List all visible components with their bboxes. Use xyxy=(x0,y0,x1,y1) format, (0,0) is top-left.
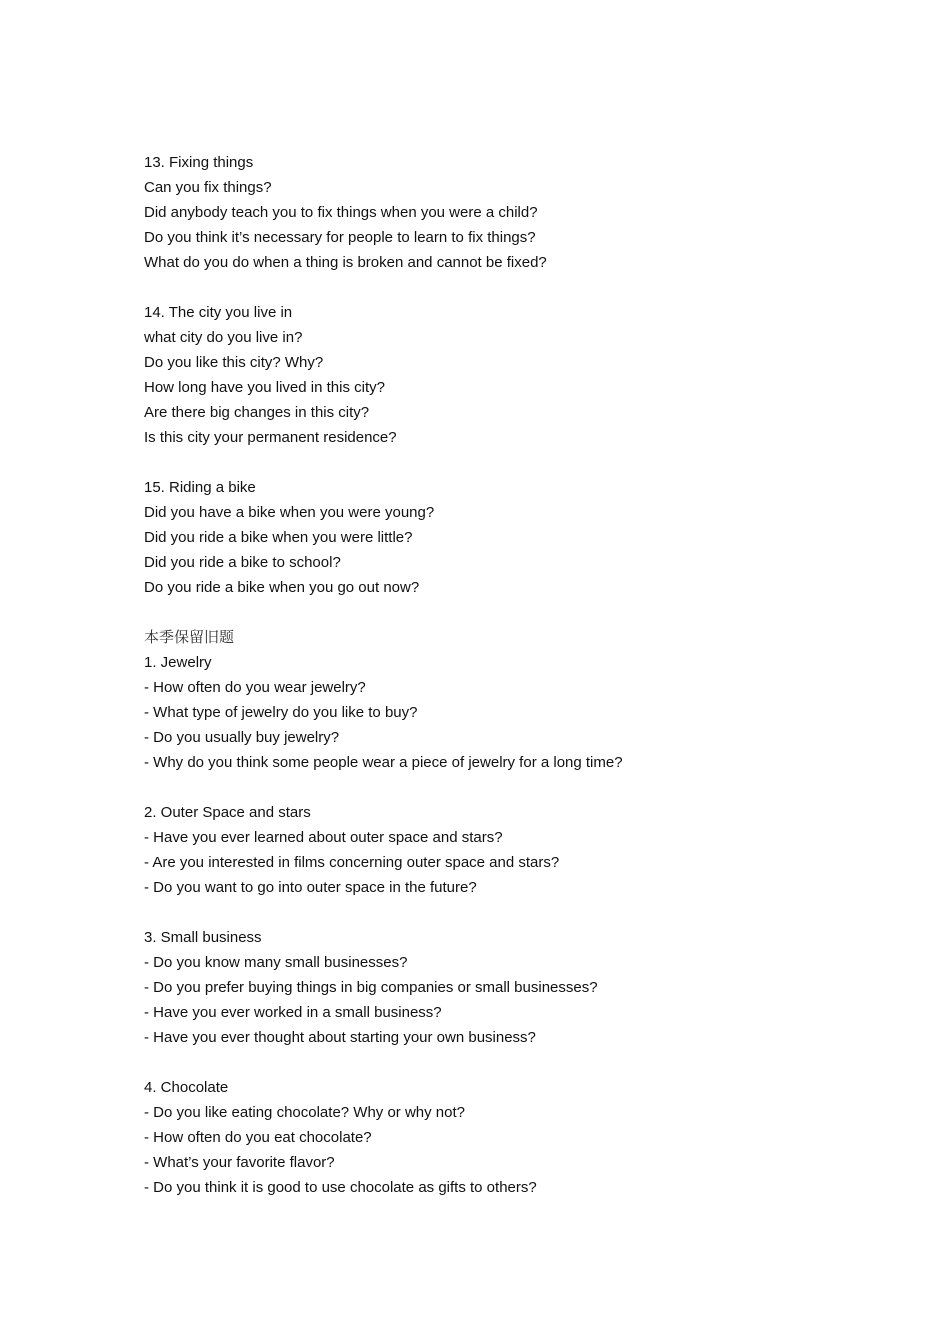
question-line: Do you ride a bike when you go out now? xyxy=(144,579,420,596)
topic-title: 2. Outer Space and stars xyxy=(144,804,311,821)
question-line: Can you fix things? xyxy=(144,179,272,196)
question-line: - What’s your favorite flavor? xyxy=(144,1154,335,1171)
question-line: - Do you prefer buying things in big companies or small businesses? xyxy=(144,979,598,996)
topic-title: 15. Riding a bike xyxy=(144,479,256,496)
spacer xyxy=(144,1050,844,1075)
topic-section xyxy=(144,925,844,1050)
question-line: - Have you ever learned about outer space and stars? xyxy=(144,829,503,846)
question-line: - Are you interested in films concerning outer space and stars? xyxy=(144,854,560,871)
question-line: - Do you want to go into outer space in the future? xyxy=(144,879,477,896)
topic-section xyxy=(144,475,844,600)
question-line: Did you ride a bike to school? xyxy=(144,554,341,571)
question-line: Did anybody teach you to fix things when you were a child? xyxy=(144,204,538,221)
question-line: what city do you live in? xyxy=(144,329,303,346)
question-line: - Why do you think some people wear a piece of jewelry for a long time? xyxy=(144,754,623,771)
spacer xyxy=(144,600,844,625)
question-line: Is this city your permanent residence? xyxy=(144,429,397,446)
question-line: - Have you ever thought about starting your own business? xyxy=(144,1029,536,1046)
question-line: - Do you usually buy jewelry? xyxy=(144,729,340,746)
question-line: - How often do you wear jewelry? xyxy=(144,679,366,696)
question-line: Do you like this city? Why? xyxy=(144,354,324,371)
topic-title: 4. Chocolate xyxy=(144,1079,229,1096)
spacer xyxy=(144,275,844,300)
topic-section xyxy=(144,150,844,275)
question-line: How long have you lived in this city? xyxy=(144,379,385,396)
retained-topics-heading: 本季保留旧题 xyxy=(144,628,235,646)
spacer xyxy=(144,900,844,925)
spacer xyxy=(144,775,844,800)
question-line: What do you do when a thing is broken and cannot be fixed? xyxy=(144,254,547,271)
question-line: - How often do you eat chocolate? xyxy=(144,1129,372,1146)
topic-section xyxy=(144,650,844,775)
question-line: Are there big changes in this city? xyxy=(144,404,370,421)
topic-title: 14. The city you live in xyxy=(144,304,293,321)
question-line: Do you think it’s necessary for people to learn to fix things? xyxy=(144,229,536,246)
topic-title: 13. Fixing things xyxy=(144,154,254,171)
question-line: - Do you like eating chocolate? Why or why not? xyxy=(144,1104,465,1121)
question-line: - What type of jewelry do you like to buy? xyxy=(144,704,418,721)
topic-section xyxy=(144,1075,844,1200)
question-line: - Do you know many small businesses? xyxy=(144,954,408,971)
topic-section xyxy=(144,800,844,900)
topic-section xyxy=(144,300,844,450)
question-line: Did you ride a bike when you were little? xyxy=(144,529,413,546)
question-line: Did you have a bike when you were young? xyxy=(144,504,435,521)
topic-title: 1. Jewelry xyxy=(144,654,212,671)
question-line: - Do you think it is good to use chocolate as gifts to others? xyxy=(144,1179,537,1196)
question-line: - Have you ever worked in a small business? xyxy=(144,1004,442,1021)
document-body xyxy=(144,150,844,1200)
spacer xyxy=(144,450,844,475)
topic-title: 3. Small business xyxy=(144,929,262,946)
